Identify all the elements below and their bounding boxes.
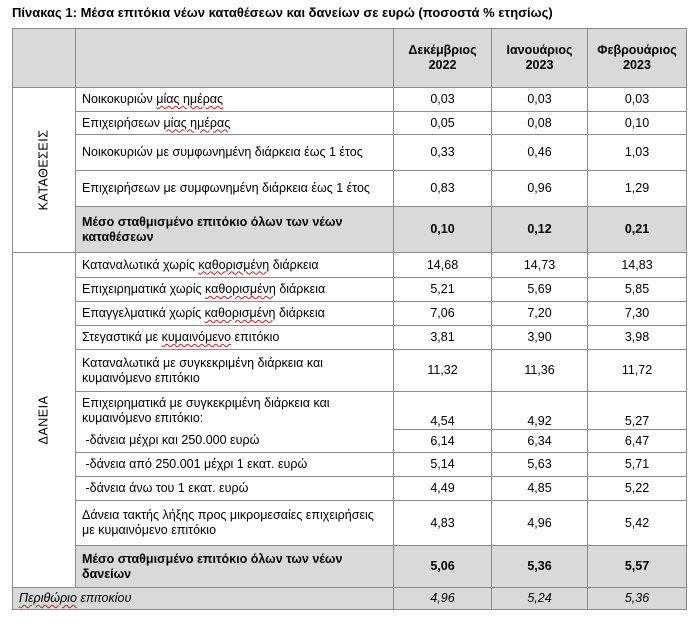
cell-value: 5,14 bbox=[394, 453, 492, 477]
cell-value: 11,36 bbox=[492, 350, 588, 392]
row-label: Στεγαστικά με κυμαινόμενο επιτόκιο bbox=[76, 326, 394, 350]
cell-value: 7,06 bbox=[394, 302, 492, 326]
cell-value: 0,46 bbox=[492, 135, 588, 171]
table-row bbox=[13, 112, 687, 135]
cell-value: 7,20 bbox=[492, 302, 588, 326]
rates-table bbox=[12, 28, 687, 610]
margin-label: Περιθώριο επιτοκίου bbox=[13, 588, 394, 610]
cell-value: 0,03 bbox=[588, 88, 687, 112]
cell-value: 14,68 bbox=[394, 253, 492, 278]
cell-value: 5,85 bbox=[588, 278, 687, 302]
cell-value: 0,12 bbox=[492, 207, 588, 253]
cell-value: 5,36 bbox=[588, 588, 687, 610]
row-label: Νοικοκυριών με συμφωνημένη διάρκεια έως 1 έτος bbox=[76, 135, 394, 171]
category-loans: ΔΑΝΕΙΑ bbox=[13, 253, 76, 588]
table-row bbox=[13, 430, 687, 453]
cell-value: 4,96 bbox=[492, 501, 588, 546]
cell-value: 0,10 bbox=[394, 207, 492, 253]
table-row bbox=[13, 302, 687, 326]
cell-value: 7,30 bbox=[588, 302, 687, 326]
cell-value: 5,21 bbox=[394, 278, 492, 302]
table-row bbox=[13, 477, 687, 501]
row-label: Καταναλωτικά χωρίς καθορισμένη διάρκεια bbox=[76, 253, 394, 278]
row-label: Επαγγελματικά χωρίς καθορισμένη διάρκεια bbox=[76, 302, 394, 326]
cell-value: 14,73 bbox=[492, 253, 588, 278]
cell-value: 3,81 bbox=[394, 326, 492, 350]
cell-value: 4,96 bbox=[394, 588, 492, 610]
header-dec-2022: Δεκέμβριος 2022 bbox=[394, 29, 492, 88]
cell-value: 0,10 bbox=[588, 112, 687, 135]
cell-value: 0,83 bbox=[394, 171, 492, 207]
table-row bbox=[13, 326, 687, 350]
header-label-col bbox=[76, 29, 394, 88]
cell-value: 0,33 bbox=[394, 135, 492, 171]
table-row bbox=[13, 88, 687, 112]
row-label: Επιχειρηματικά χωρίς καθορισμένη διάρκεια bbox=[76, 278, 394, 302]
cell-value: 5,27 bbox=[588, 392, 687, 430]
cell-value: 1,29 bbox=[588, 171, 687, 207]
header-feb-2023: Φεβρουάριος 2023 bbox=[588, 29, 687, 88]
row-label: Δάνεια τακτής λήξης προς μικρομεσαίες επιχειρήσεις με κυμαινόμενο επιτόκιο bbox=[76, 501, 394, 546]
deposits-average-row bbox=[13, 207, 687, 253]
category-deposits: ΚΑΤΑΘΕΣΕΙΣ bbox=[13, 88, 76, 253]
row-label: -δάνεια άνω του 1 εκατ. ευρώ bbox=[76, 477, 394, 501]
header-jan-2023: Ιανουάριος 2023 bbox=[492, 29, 588, 88]
header-row bbox=[13, 29, 687, 88]
table-row bbox=[13, 350, 687, 392]
margin-row bbox=[13, 588, 687, 610]
table-row bbox=[13, 278, 687, 302]
table-row bbox=[13, 171, 687, 207]
cell-value: 5,36 bbox=[492, 546, 588, 588]
row-label: Επιχειρήσεων μίας ημέρας bbox=[76, 112, 394, 135]
cell-value: 5,57 bbox=[588, 546, 687, 588]
cell-value: 0,05 bbox=[394, 112, 492, 135]
row-label: Μέσο σταθμισμένο επιτόκιο όλων των νέων δανείων bbox=[76, 546, 394, 588]
cell-value: 0,08 bbox=[492, 112, 588, 135]
cell-value: 4,49 bbox=[394, 477, 492, 501]
row-label: Μέσο σταθμισμένο επιτόκιο όλων των νέων καταθέσεων bbox=[76, 207, 394, 253]
header-corner bbox=[13, 29, 76, 88]
table-row bbox=[13, 501, 687, 546]
cell-value: 14,83 bbox=[588, 253, 687, 278]
cell-value: 5,06 bbox=[394, 546, 492, 588]
cell-value: 5,24 bbox=[492, 588, 588, 610]
cell-value: 3,98 bbox=[588, 326, 687, 350]
cell-value: 5,63 bbox=[492, 453, 588, 477]
cell-value: 6,14 bbox=[394, 430, 492, 453]
cell-value: 5,42 bbox=[588, 501, 687, 546]
cell-value: 3,90 bbox=[492, 326, 588, 350]
cell-value: 0,03 bbox=[394, 88, 492, 112]
cell-value: 0,21 bbox=[588, 207, 687, 253]
cell-value: 4,54 bbox=[394, 392, 492, 430]
cell-value: 5,71 bbox=[588, 453, 687, 477]
table-title: Πίνακας 1: Μέσα επιτόκια νέων καταθέσεων και δανείων σε ευρώ (ποσοστά % ετησίως) bbox=[12, 5, 553, 20]
row-label: Επιχειρήσεων με συμφωνημένη διάρκεια έως 1 έτος bbox=[76, 171, 394, 207]
cell-value: 1,03 bbox=[588, 135, 687, 171]
cell-value: 5,69 bbox=[492, 278, 588, 302]
row-label: -δάνεια από 250.001 μέχρι 1 εκατ. ευρώ bbox=[76, 453, 394, 477]
cell-value: 4,83 bbox=[394, 501, 492, 546]
cell-value: 4,85 bbox=[492, 477, 588, 501]
cell-value: 6,47 bbox=[588, 430, 687, 453]
row-label: Νοικοκυριών μίας ημέρας bbox=[76, 88, 394, 112]
cell-value: 11,32 bbox=[394, 350, 492, 392]
cell-value: 5,22 bbox=[588, 477, 687, 501]
cell-value: 6,34 bbox=[492, 430, 588, 453]
cell-value: 0,96 bbox=[492, 171, 588, 207]
table-row bbox=[13, 135, 687, 171]
row-label: Επιχειρηματικά με συγκεκριμένη διάρκεια και κυμαινόμενο επιτόκιο: bbox=[76, 392, 394, 430]
loans-average-row bbox=[13, 546, 687, 588]
row-label: -δάνεια μέχρι και 250.000 ευρώ bbox=[76, 430, 394, 453]
table-row bbox=[13, 253, 687, 278]
row-label: Καταναλωτικά με συγκεκριμένη διάρκεια και κυμαινόμενο επιτόκιο bbox=[76, 350, 394, 392]
table-row bbox=[13, 453, 687, 477]
cell-value: 0,03 bbox=[492, 88, 588, 112]
cell-value: 11,72 bbox=[588, 350, 687, 392]
cell-value: 4,92 bbox=[492, 392, 588, 430]
table-row bbox=[13, 392, 687, 430]
